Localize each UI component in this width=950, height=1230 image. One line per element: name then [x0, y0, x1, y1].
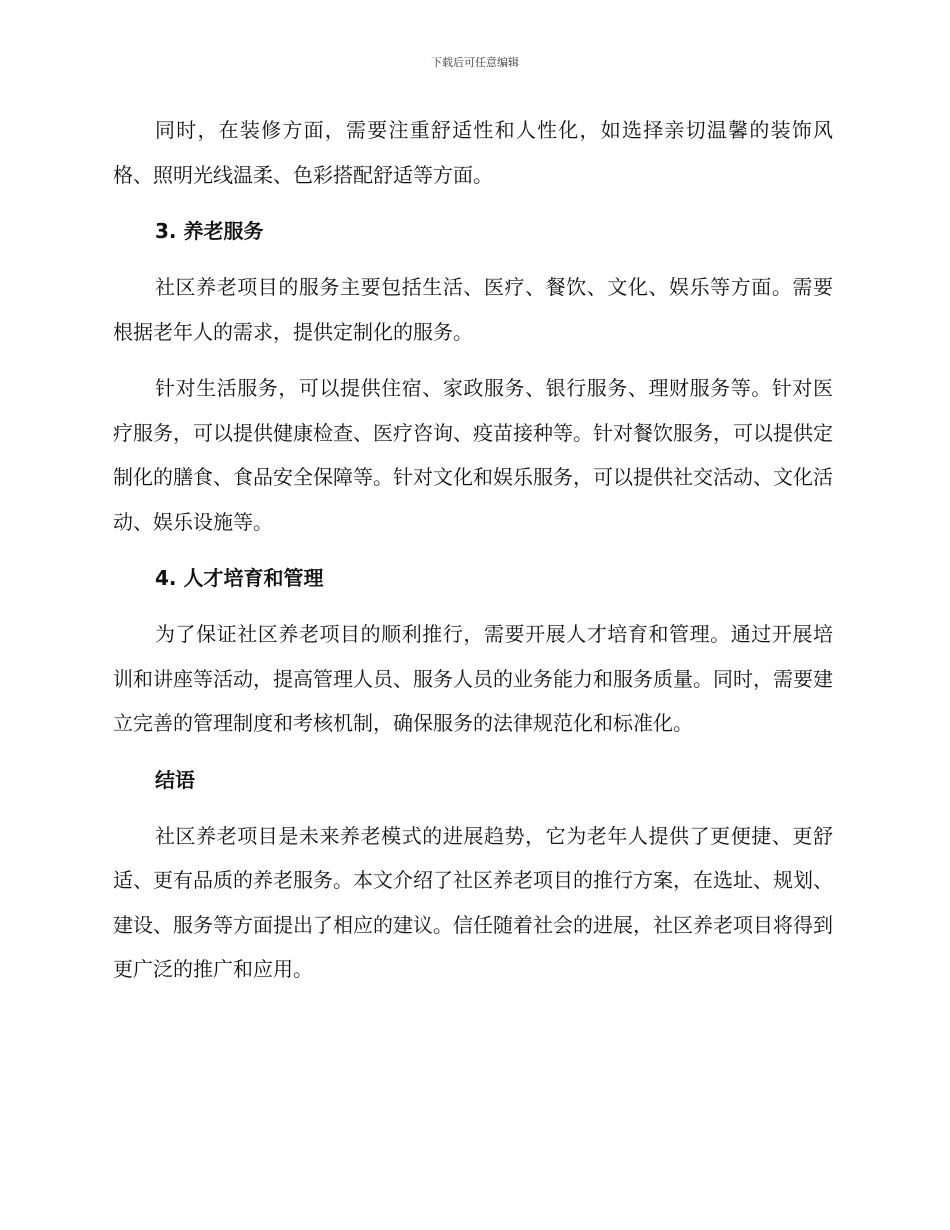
paragraph-services-overview: 社区养老项目的服务主要包括生活、医疗、餐饮、文化、娱乐等方面。需要根据老年人的需求，提供定制化的服务。 — [113, 275, 833, 344]
paragraph-talent-management: 为了保证社区养老项目的顺利推行，需要开展人才培育和管理。通过开展培训和讲座等活动，提高管理人员、服务人员的业务能力和服务质量。同时，需要建立完善的管理制度和考核机制，确保服务的法律规范化和标准化。 — [113, 622, 833, 735]
document-body — [113, 108, 833, 1004]
paragraph-conclusion: 社区养老项目是未来养老模式的进展趋势，它为老年人提供了更便捷、更舒适、更有品质的养老服务。本文介绍了社区养老项目的推行方案，在选址、规划、建设、服务等方面提出了相应的建议。信任随着社会的进展，社区养老项目将得到更广泛的推广和应用。 — [113, 823, 833, 981]
page-header: 下载后可任意编辑 — [431, 56, 519, 69]
heading-talent-management: 4. 人才培育和管理 — [155, 566, 324, 590]
paragraph-services-detail: 针对生活服务，可以提供住宿、家政服务、银行服务、理财服务等。针对医疗服务，可以提供健康检查、医疗咨询、疫苗接种等。针对餐饮服务，可以提供定制化的膳食、食品安全保障等。针对文化和娱乐服务，可以提供社交活动、文化活动、娱乐设施等。 — [113, 376, 833, 534]
heading-conclusion: 结语 — [155, 767, 195, 792]
paragraph-decoration: 同时，在装修方面，需要注重舒适性和人性化，如选择亲切温馨的装饰风格、照明光线温柔、色彩搭配舒适等方面。 — [113, 118, 833, 187]
heading-elderly-services: 3. 养老服务 — [155, 219, 264, 243]
